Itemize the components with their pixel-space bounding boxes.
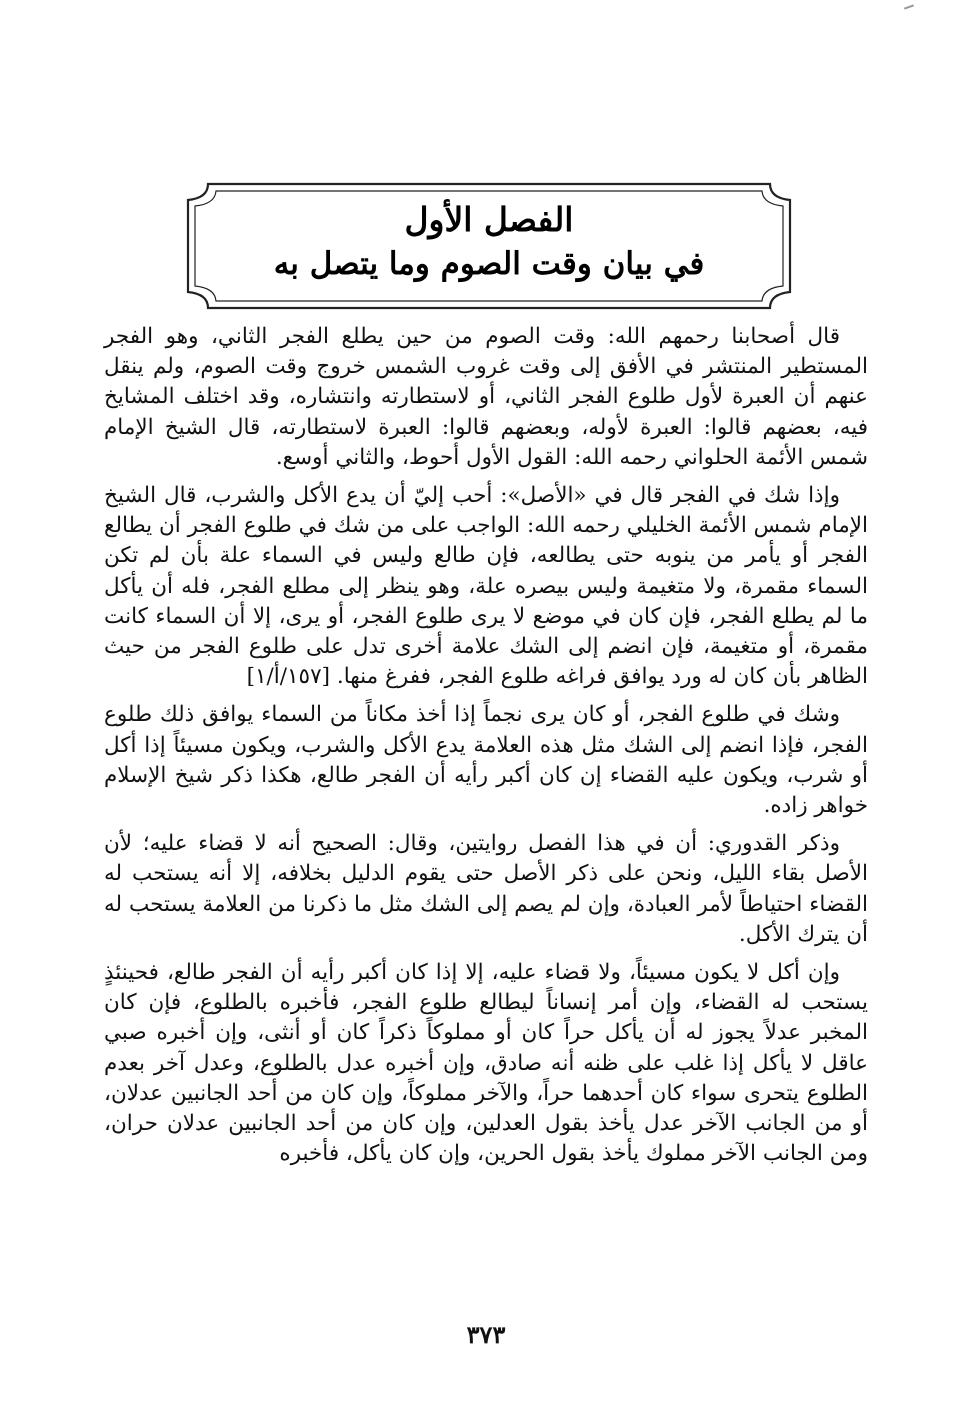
paragraph: وإن أكل لا يكون مسيئاً، ولا قضاء عليه، إلا إذا كان أكبر رأيه أن الفجر طالع، فحينئذٍ يستحب له القضاء، وإن أمر إنساناً ليطالع طلوع الفجر، فأخبره بالطلوع، فإن كان المخبر عدلاً يجوز له أن يأكل حراً كان أو مملوكاً ذكراً كان أو أنثى، وإن أخبره صبي عاقل لا يأكل إذا غلب على ظنه أنه صادق، وإن أخبره عدل بالطلوع، وعدل آخر بعدم الطلوع يتحرى سواء كان أحدهما حراً، والآخر مملوكاً، وإن كان من أحد الجانبين عدلان، أو من الجانب الآخر عدل يأخذ بقول العدلين، وإن كان من أحد الجانبين عدلان حران، ومن الجانب الآخر مملوك يأخذ بقول الحرين، وإن كان يأكل، فأخبره bbox=[104, 960, 868, 1167]
scan-mark bbox=[904, 4, 914, 9]
chapter-subtitle: في بيان وقت الصوم وما يتصل به bbox=[273, 246, 705, 282]
page-number: ٣٧٣ bbox=[466, 1320, 506, 1349]
paragraph: وذكر القدوري: أن في هذا الفصل روايتين، وقال: الصحيح أنه لا قضاء عليه؛ لأن الأصل بقاء الليل، ونحن على ذكر الأصل حتى يقوم الدليل بخلافه، إلا أنه يستحب له القضاء احتياطاً لأمر العبادة، وإن لم يصم إلى الشك مثل ما ذكرنا من العلامة يستحب له أن يترك الأكل. bbox=[104, 831, 868, 947]
body-text bbox=[104, 322, 868, 1177]
chapter-title-frame bbox=[186, 182, 792, 310]
paragraph: قال أصحابنا رحمهم الله: وقت الصوم من حين يطلع الفجر الثاني، وهو الفجر المستطير المنتشر في الأفق إلى وقت غروب الشمس خروج وقت الصوم، ولم ينقل عنهم أن العبرة لأول طلوع الفجر الثاني، أو لاستطارته وانتشاره، وقد اختلف المشايخ فيه، بعضهم قالوا: العبرة لأوله، وبعضهم قالوا: العبرة لاستطارته، قال الشيخ الإمام شمس الأئمة الحلواني رحمه الله: القول الأول أحوط، والثاني أوسع. bbox=[104, 324, 868, 470]
paragraph: وشك في طلوع الفجر، أو كان يرى نجماً إذا أخذ مكاناً من السماء يوافق ذلك طلوع الفجر، فإذا انضم إلى الشك مثل هذه العلامة يدع الأكل والشرب، ويكون مسيئاً إذا أكل أو شرب، ويكون عليه القضاء إن كان أكبر رأيه أن الفجر طالع، هكذا ذكر شيخ الإسلام خواهر زاده. bbox=[104, 702, 868, 819]
chapter-title: الفصل الأول bbox=[404, 200, 574, 239]
paragraph: وإذا شك في الفجر قال في «الأصل»: أحب إليّ أن يدع الأكل والشرب، قال الشيخ الإمام شمس الأئمة الخليلي رحمه الله: الواجب على من شك في طلوع الفجر أن يطالع الفجر أو يأمر من ينوبه حتى يطالعه، فإن طالع وليس في السماء علة بأن لم تكن السماء مقمرة، ولا متغيمة وليس بيصره علة، وهو ينظر إلى مطلع الفجر، فله أن يأكل ما لم يطلع الفجر، فإن كان في موضع لا يرى طلوع الفجر، أو يرى، إلا أن السماء كانت مقمرة، أو متغيمة، فإن انضم إلى الشك علامة أخرى تدل على طلوع الفجر من حيث الظاهر بأن كان له ورد يوافق فراغه طلوع الفجر، ففرغ منها. [١٥٧/أ/١] bbox=[104, 483, 868, 690]
